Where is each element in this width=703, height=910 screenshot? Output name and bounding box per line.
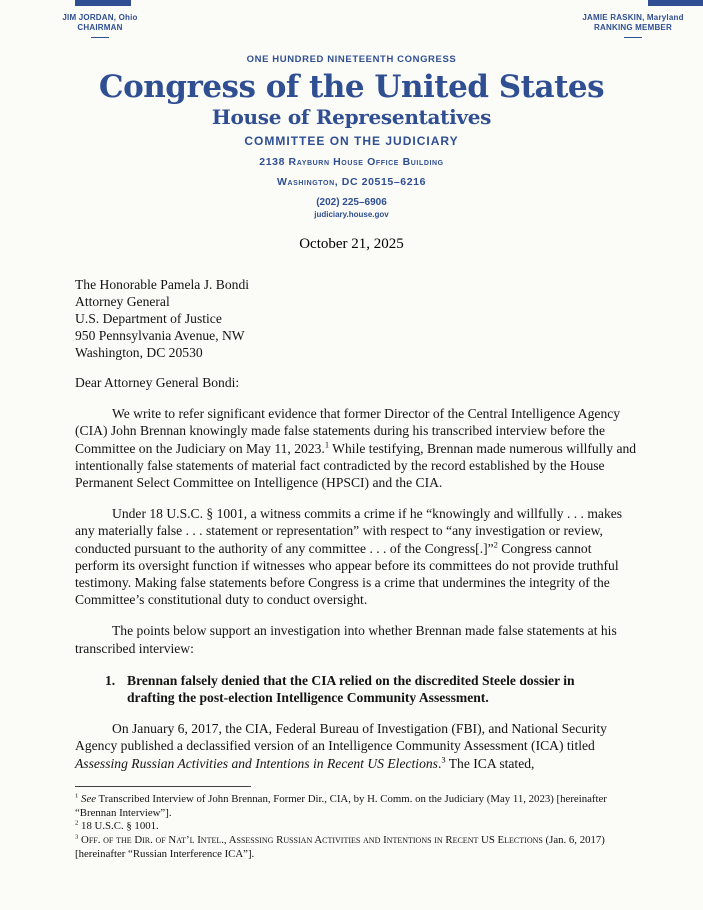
footnote-marker-1: 1	[324, 439, 330, 450]
office-phone: (202) 225–6906	[316, 197, 387, 208]
ranking-member-name: JAMIE RASKIN, Maryland	[582, 13, 684, 22]
paragraph-4	[75, 720, 637, 772]
office-address-line1: 2138 Rayburn House Office Building	[259, 156, 444, 168]
footnotes	[75, 793, 637, 862]
top-right-blue-bar	[648, 0, 703, 6]
congress-session-line: ONE HUNDRED NINETEENTH CONGRESS	[246, 54, 457, 65]
congress-title: Congress of the United States	[98, 69, 605, 105]
salutation: Dear Attorney General Bondi:	[75, 375, 240, 390]
paragraph-2-text-cont: Congress cannot perform its oversight function if witnesses who appear before its committees do not provide truthful testimony. Making false statements before Congress is a crime that undermines the integrity of the Committee’s constitutional duty to conduct oversight.	[75, 540, 619, 608]
footnote-3	[75, 834, 637, 862]
recipient-name: The Honorable Pamela J. Bondi	[75, 277, 250, 292]
footnote-marker-2: 2	[493, 539, 498, 550]
recipient-org: U.S. Department of Justice	[75, 311, 222, 326]
footnote-1-number: 1	[75, 792, 79, 800]
letter-date: October 21, 2025	[299, 236, 404, 252]
top-left-blue-bar	[75, 0, 131, 6]
footnote-1-text: Transcribed Interview of John Brennan, Former Dir., CIA, by H. Comm. on the Judiciary (May 11, 2023) [hereinafter “Brennan Interview”].	[75, 792, 607, 819]
footnote-marker-3: 3	[441, 754, 446, 765]
footnote-3-citation: Off. of the Dir. of Nat’l Intel., Assessing Russian Activities and Intentions in Recent US Elections	[78, 834, 543, 847]
recipient-address-block	[75, 276, 637, 361]
ranking-member-title: RANKING MEMBER	[594, 23, 672, 32]
office-website: judiciary.house.gov	[314, 210, 389, 219]
paragraph-4-text-cont: The ICA stated,	[445, 755, 535, 771]
footnote-2-text: 18 U.S.C. § 1001.	[78, 820, 159, 833]
footnote-separator	[75, 786, 251, 787]
ranking-member-block	[548, 13, 703, 38]
paragraph-4-text: On January 6, 2017, the CIA, Federal Bureau of Investigation (FBI), and National Security Agency published a declassified version of an Intelligence Community Assessment (ICA) titled	[75, 721, 607, 754]
footnote-1-see: See	[81, 792, 97, 805]
footnote-3-text: (Jan. 6, 2017) [hereinafter “Russian Interference ICA”].	[75, 834, 605, 861]
footnote-2-number: 2	[75, 819, 79, 827]
recipient-city: Washington, DC 20530	[75, 345, 203, 360]
house-subtitle: House of Representatives	[211, 105, 492, 129]
ranking-member-divider	[624, 37, 642, 38]
footnote-1	[75, 793, 637, 821]
paragraph-3: The points below support an investigation into whether Brennan made false statements at his transcribed interview:	[75, 623, 617, 656]
recipient-street: 950 Pennsylvania Avenue, NW	[75, 328, 245, 343]
office-address-line2: Washington, DC 20515–6216	[276, 176, 427, 188]
chairman-divider	[91, 37, 109, 38]
paragraph-1-text: We write to refer significant evidence that former Director of the Central Intelligence Agency (CIA) John Brennan knowingly made false statements during his transcribed interview before the Committee on the Judiciary on May 11, 2023.	[75, 406, 621, 456]
paragraph-2-text: Under 18 U.S.C. § 1001, a witness commits a crime if he “knowingly and willfully . . . makes any materially false . . . statement or representation” with respect to “any investigation or review, conducted pursuant to the authority of any committee . . . of the Congress[.]”	[75, 506, 623, 556]
recipient-title: Attorney General	[75, 294, 170, 309]
ica-title-italic: Assessing Russian Activities and Intentions in Recent US Elections	[75, 755, 438, 771]
chairman-name: JIM JORDAN, Ohio	[62, 13, 138, 22]
committee-name: COMMITTEE ON THE JUDICIARY	[244, 134, 459, 148]
paragraph-1	[75, 405, 637, 491]
numbered-point-1-number: 1.	[105, 672, 116, 688]
paragraph-4-period: .	[437, 755, 442, 771]
chairman-title: CHAIRMAN	[77, 23, 123, 32]
chairman-block	[15, 13, 185, 38]
paragraph-2	[75, 505, 637, 608]
numbered-point-1-text: Brennan falsely denied that the CIA relied on the discredited Steele dossier in drafting the post-election Intelligence Community Assessment.	[127, 672, 575, 706]
paragraph-1-text-cont: While testifying, Brennan made numerous willfully and intentionally false statements of material fact contradicted by the record established by the House Permanent Select Committee on Intelligence (HPSCI) and the CIA.	[75, 440, 637, 491]
footnote-3-number: 3	[75, 833, 79, 841]
numbered-point-1	[105, 672, 597, 706]
footnote-2	[75, 820, 637, 834]
letter-body	[0, 276, 703, 862]
